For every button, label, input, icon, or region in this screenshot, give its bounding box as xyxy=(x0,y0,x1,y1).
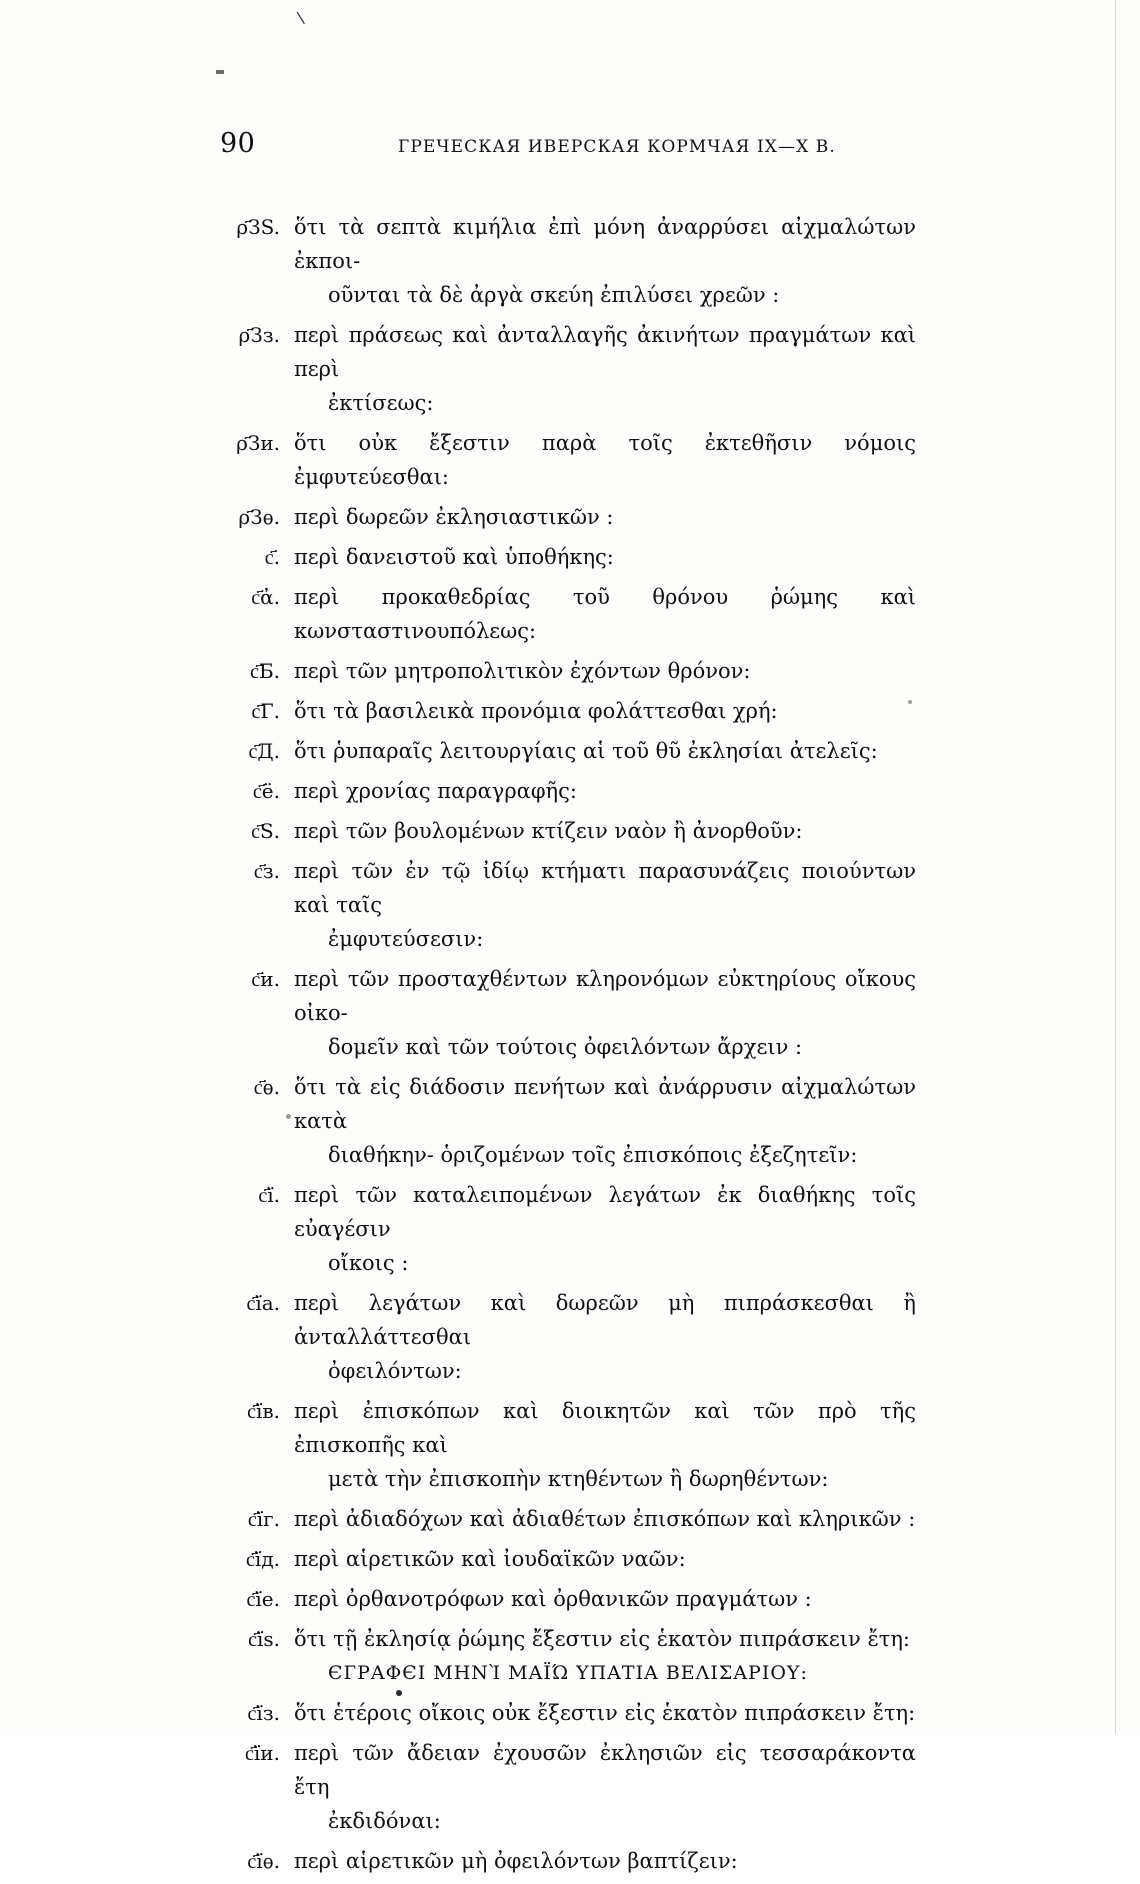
entry-number: с҃Г. xyxy=(251,699,280,723)
footer-scan-mark xyxy=(396,1690,402,1696)
entry-number: с҃їз. xyxy=(247,1701,280,1725)
list-item xyxy=(216,1542,916,1576)
entry-text xyxy=(294,1736,916,1838)
entry-number: с҃Д. xyxy=(248,739,280,763)
entry-number: ρ҃ЗS. xyxy=(236,215,280,239)
entry-line: ἐμφυτεύσεσιν: xyxy=(328,927,484,951)
entry-text xyxy=(294,1582,916,1616)
entry-number: с҃їв. xyxy=(247,1399,280,1423)
entry-line: περὶ αἱρετικῶν καὶ ἰουδαϊκῶν ναῶν: xyxy=(294,1547,686,1571)
entry-number: с҃ё. xyxy=(252,779,280,803)
scan-speck xyxy=(216,70,224,74)
entry-line: οῦνται τὰ δὲ ἀργὰ σκεύη ἐπιλύσει χρεῶν : xyxy=(328,283,780,307)
entry-number: с҃їѳ. xyxy=(247,1849,280,1873)
entry-line: περὶ τῶν καταλειπομένων λεγάτων ἐκ διαθήκης τοῖς εὐαγέσιν xyxy=(294,1183,916,1241)
entry-line: περὶ τῶν προσταχθέντων κληρονόμων εὐκτηρίους οἴκους οἰκο- xyxy=(294,967,916,1025)
list-item xyxy=(216,500,916,534)
entry-line: περὶ λεγάτων καὶ δωρεῶν μὴ πιπράσκεσθαι ἢ ἀνταλλάττεσθαι xyxy=(294,1291,916,1349)
entry-line: μετὰ τὴν ἐπισκοπὴν κτηθέντων ἢ δωρηθέντων: xyxy=(328,1467,829,1491)
entry-text xyxy=(294,654,916,688)
entry-line: περὶ ὀρθανοτρόφων καὶ ὀρθανικῶν πραγμάτων : xyxy=(294,1587,812,1611)
entry-line: ὅτι οὐκ ἔξεστιν παρὰ τοῖς ἐκτεθῆσιν νόμοις ἐμφυτεύεσθαι: xyxy=(294,431,916,489)
entry-colophon-line: ЄГΡΑΦЄΙ ΜΗΝῚ ΜΑΪΏ ΥΠΑΤΙΑ ΒΕΛΙΣΑΡΙΟΥ: xyxy=(328,1662,808,1684)
entry-text xyxy=(294,426,916,494)
list-item xyxy=(216,210,916,312)
entry-line: ὅτι ἑτέροις οἴκοις οὐκ ἔξεστιν εἰς ἑκατὸν πιπράσκειν ἔτη: xyxy=(294,1701,916,1725)
entry-text xyxy=(294,1542,916,1576)
entry-text xyxy=(294,540,916,574)
entry-number: с҃з. xyxy=(253,859,280,883)
entry-text xyxy=(294,854,916,956)
list-item xyxy=(216,1286,916,1388)
list-item xyxy=(216,1178,916,1280)
list-item xyxy=(216,540,916,574)
entry-line: ὅτι τῇ ἐκλησίᾳ ῥώμης ἔξεστιν εἰς ἑκατὸν πιπράσκειν ἔτη: xyxy=(294,1627,910,1651)
entry-number: с҃їs. xyxy=(248,1627,280,1651)
entry-line: περὶ τῶν ἐν τῷ ἰδίῳ κτήματι παρασυνάζεις ποιούντων καὶ ταῖς xyxy=(294,859,916,917)
entry-line: περὶ τῶν μητροπολιτικὸν ἐχόντων θρόνον: xyxy=(294,659,751,683)
entry-text xyxy=(294,1394,916,1496)
page-edge-line xyxy=(1115,0,1116,1734)
list-item xyxy=(216,654,916,688)
entry-number: с҃їи. xyxy=(245,1741,280,1765)
list-item xyxy=(216,426,916,494)
list-item xyxy=(216,1736,916,1838)
entry-text xyxy=(294,1502,916,1536)
list-item xyxy=(216,1070,916,1172)
entry-line: ὅτι τὰ εἰς διάδοσιν πενήτων καὶ ἀνάρρυσιν αἰχμαλώτων κατὰ xyxy=(294,1075,916,1133)
entry-line: περὶ χρονίας παραγραφῆς: xyxy=(294,779,577,803)
entry-text xyxy=(294,580,916,648)
list-item xyxy=(216,854,916,956)
entry-number: с҃ἀ. xyxy=(251,585,280,609)
entry-number: с҃їа. xyxy=(246,1291,280,1315)
entry-line: ὅτι τὰ σεπτὰ κιμήλια ἐπὶ μόνη ἀναρρύσει αἰχμαλώτων ἐκποι- xyxy=(294,215,916,273)
entry-text xyxy=(294,1844,916,1878)
list-item xyxy=(216,580,916,648)
entry-line: ὅτι τὰ βασιλεικὰ προνόμια φολάττεσθαι χρή: xyxy=(294,699,778,723)
entry-line: δομεῖν καὶ τῶν τούτοις ὀφειλόντων ἄρχειν : xyxy=(328,1035,803,1059)
list-item xyxy=(216,318,916,420)
entry-line: ἐκτίσεως: xyxy=(328,391,434,415)
entry-text xyxy=(294,210,916,312)
entry-text xyxy=(294,734,916,768)
list-item xyxy=(216,1844,916,1878)
entry-line: ὅτι ῥυπαραῖς λειτουργίαις αἱ τοῦ θῦ ἐκλησίαι ἀτελεῖς: xyxy=(294,739,878,763)
entry-number: ρ҃Зз. xyxy=(238,323,280,347)
entry-line: ὀφειλόντων: xyxy=(328,1359,462,1383)
entry-number: с҃їд. xyxy=(246,1547,280,1571)
entry-number: ρ҃Зѳ. xyxy=(238,505,280,529)
entry-number: ρ҃Зи. xyxy=(236,431,280,455)
entry-line: διαθήκην- ὁριζομένων τοῖς ἐπισκόποις ἐξεζητεῖν: xyxy=(328,1143,858,1167)
entry-text xyxy=(294,814,916,848)
entry-line: περὶ πράσεως καὶ ἀνταλλαγῆς ἀκινήτων πραγμάτων καὶ περὶ xyxy=(294,323,916,381)
list-item xyxy=(216,814,916,848)
entry-line: περὶ προκαθεδρίας τοῦ θρόνου ῥώμης καὶ κωνστασтινουπόλεως: xyxy=(294,585,916,643)
running-header: ГРЕЧЕСКАЯ ИВЕРСКАЯ КОРМЧАЯ IX—X В. xyxy=(398,137,836,157)
entry-text xyxy=(294,1622,916,1690)
entry-line: οἴκοις : xyxy=(328,1251,409,1275)
list-item xyxy=(216,694,916,728)
list-item xyxy=(216,1394,916,1496)
entry-number: с҃и. xyxy=(251,967,280,991)
entry-text xyxy=(294,1178,916,1280)
list-item xyxy=(216,1502,916,1536)
entry-number: с҃їг. xyxy=(247,1507,280,1531)
entry-text xyxy=(294,694,916,728)
entry-text xyxy=(294,774,916,808)
entry-line: περὶ τῶν βουλομένων κτίζειν ναὸν ἢ ἀνορθοῦν: xyxy=(294,819,803,843)
entry-line: περὶ δανειστοῦ καὶ ὑποθήκης: xyxy=(294,545,614,569)
entry-line: περὶ τῶν ἄδειαν ἐχουσῶν ἐκλησιῶν εἰς τεσσαράκοντα ἔτη xyxy=(294,1741,916,1799)
list-item xyxy=(216,1622,916,1690)
list-item xyxy=(216,962,916,1064)
entry-line: περὶ δωρεῶν ἐκλησιαστικῶν : xyxy=(294,505,614,529)
entry-number: с҃Б. xyxy=(250,659,280,683)
entry-line: ἐκδιδόναι: xyxy=(328,1809,441,1833)
top-scan-mark: \ xyxy=(295,7,306,28)
entry-line: περὶ αἱρετικῶν μὴ ὀφειλόντων βαπτίζειν: xyxy=(294,1849,738,1873)
entry-line: περὶ ἀδιαδόχων καὶ ἀδιαθέτων ἐπισκόπων καὶ κληρικῶν : xyxy=(294,1507,916,1531)
entry-text xyxy=(294,1070,916,1172)
list-item xyxy=(216,734,916,768)
entry-text xyxy=(294,1696,916,1730)
page-number: 90 xyxy=(220,128,256,159)
entry-text xyxy=(294,962,916,1064)
entry-number: с҃. xyxy=(264,545,280,569)
list-item xyxy=(216,1582,916,1616)
entry-text xyxy=(294,500,916,534)
entry-number: с҃їе. xyxy=(246,1587,280,1611)
entry-number: с҃Ѕ. xyxy=(251,819,280,843)
list-item xyxy=(216,774,916,808)
entry-text xyxy=(294,318,916,420)
chapter-index-list xyxy=(216,210,916,1884)
list-item xyxy=(216,1696,916,1730)
entry-number: с҃ї. xyxy=(258,1183,280,1207)
entry-text xyxy=(294,1286,916,1388)
entry-line: περὶ ἐπισκόπων καὶ διοικητῶν καὶ τῶν πρὸ τῆς ἐπισκοπῆς καὶ xyxy=(294,1399,916,1457)
entry-number: с҃ѳ. xyxy=(253,1075,280,1099)
